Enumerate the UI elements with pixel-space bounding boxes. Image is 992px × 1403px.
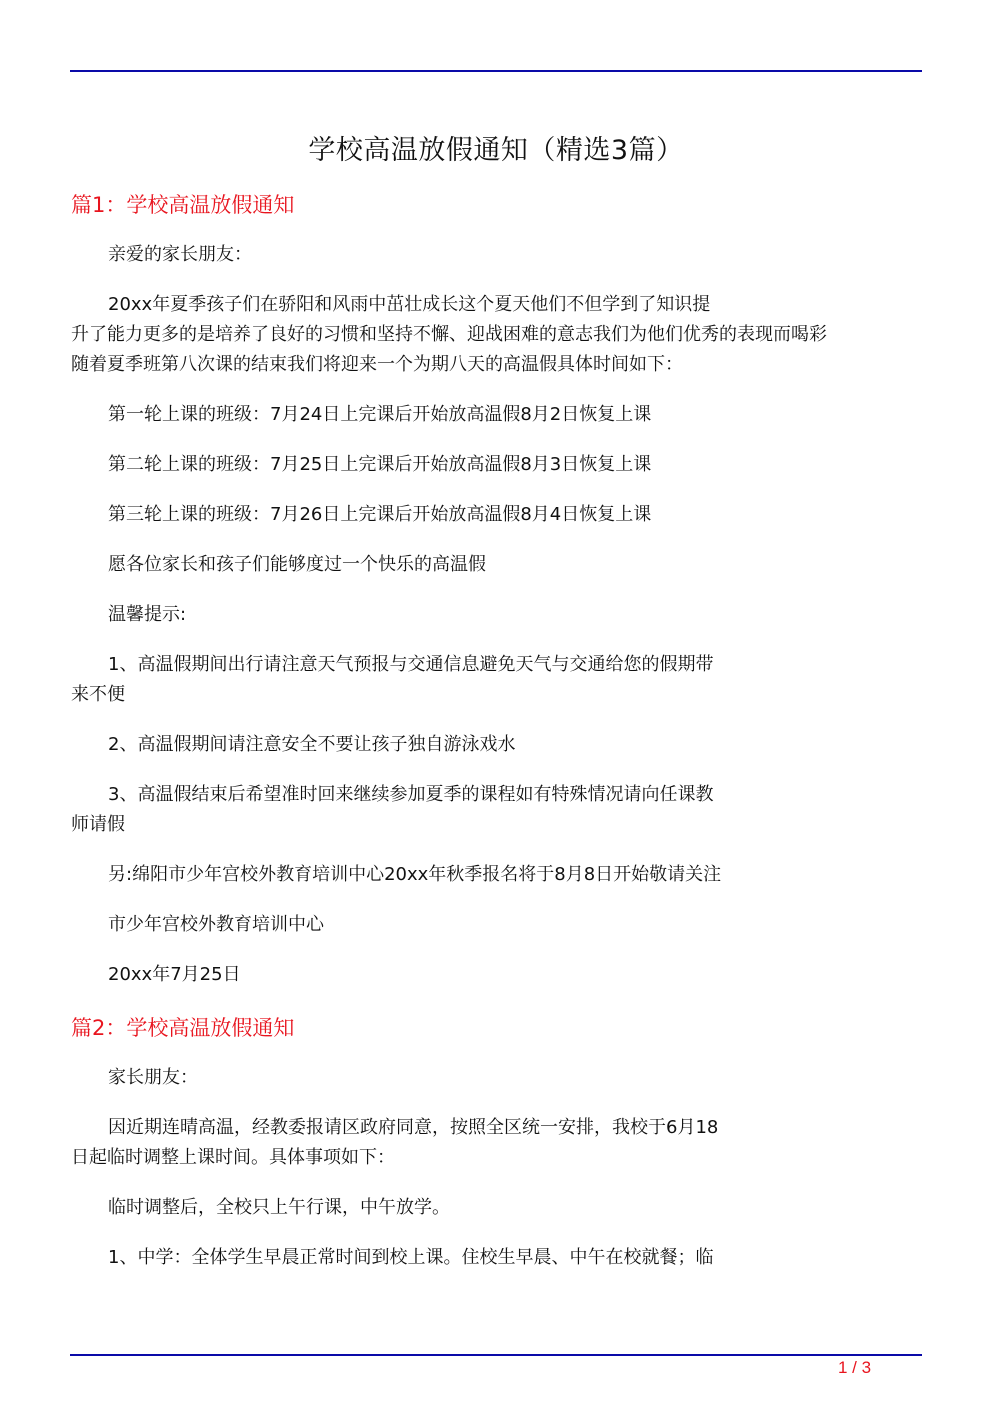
paragraph: 第三轮上课的班级：7月26日上完课后开始放高温假8月4日恢复上课 — [108, 504, 652, 525]
paragraph: 1、高温假期间出行请注意天气预报与交通信息避免天气与交通给您的假期带 — [108, 654, 714, 675]
section-heading-2: 篇2：学校高温放假通知 — [71, 1016, 295, 1040]
document-title: 学校高温放假通知（精选3篇） — [308, 135, 684, 166]
paragraph-continuation: 来不便 — [71, 684, 125, 705]
paragraph: 家长朋友： — [108, 1067, 198, 1088]
paragraph: 亲爱的家长朋友： — [108, 244, 252, 265]
paragraph: 第二轮上课的班级：7月25日上完课后开始放高温假8月3日恢复上课 — [108, 454, 652, 475]
paragraph-continuation: 日起临时调整上课时间。具体事项如下： — [71, 1147, 395, 1168]
paragraph: 市少年宫校外教育培训中心 — [108, 914, 324, 935]
paragraph: 20xx年夏季孩子们在骄阳和风雨中茁壮成长这个夏天他们不但学到了知识提 — [108, 294, 711, 315]
paragraph: 温馨提示: — [108, 604, 187, 625]
paragraph: 3、高温假结束后希望准时回来继续参加夏季的课程如有特殊情况请向任课教 — [108, 784, 714, 805]
paragraph: 第一轮上课的班级：7月24日上完课后开始放高温假8月2日恢复上课 — [108, 404, 652, 425]
paragraph-continuation: 升了能力更多的是培养了良好的习惯和坚持不懈、迎战困难的意志我们为他们优秀的表现而喝彩 — [71, 324, 827, 345]
page-indicator: 1 / 3 — [838, 1358, 872, 1377]
paragraph-continuation: 随着夏季班第八次课的结束我们将迎来一个为期八天的高温假具体时间如下： — [71, 354, 683, 375]
header-rule — [70, 70, 922, 72]
paragraph: 因近期连晴高温，经教委报请区政府同意，按照全区统一安排，我校于6月18 — [108, 1117, 719, 1138]
paragraph: 1、中学：全体学生早晨正常时间到校上课。住校生早晨、中午在校就餐；临 — [108, 1247, 714, 1268]
footer-rule — [70, 1354, 922, 1356]
paragraph: 愿各位家长和孩子们能够度过一个快乐的高温假 — [108, 554, 486, 575]
paragraph: 另:绵阳市少年宫校外教育培训中心20xx年秋季报名将于8月8日开始敬请关注 — [108, 864, 722, 885]
paragraph: 20xx年7月25日 — [108, 964, 241, 985]
paragraph-continuation: 师请假 — [71, 814, 125, 835]
section-heading-1: 篇1：学校高温放假通知 — [71, 193, 295, 217]
paragraph: 临时调整后，全校只上午行课，中午放学。 — [108, 1197, 450, 1218]
paragraph: 2、高温假期间请注意安全不要让孩子独自游泳戏水 — [108, 734, 516, 755]
